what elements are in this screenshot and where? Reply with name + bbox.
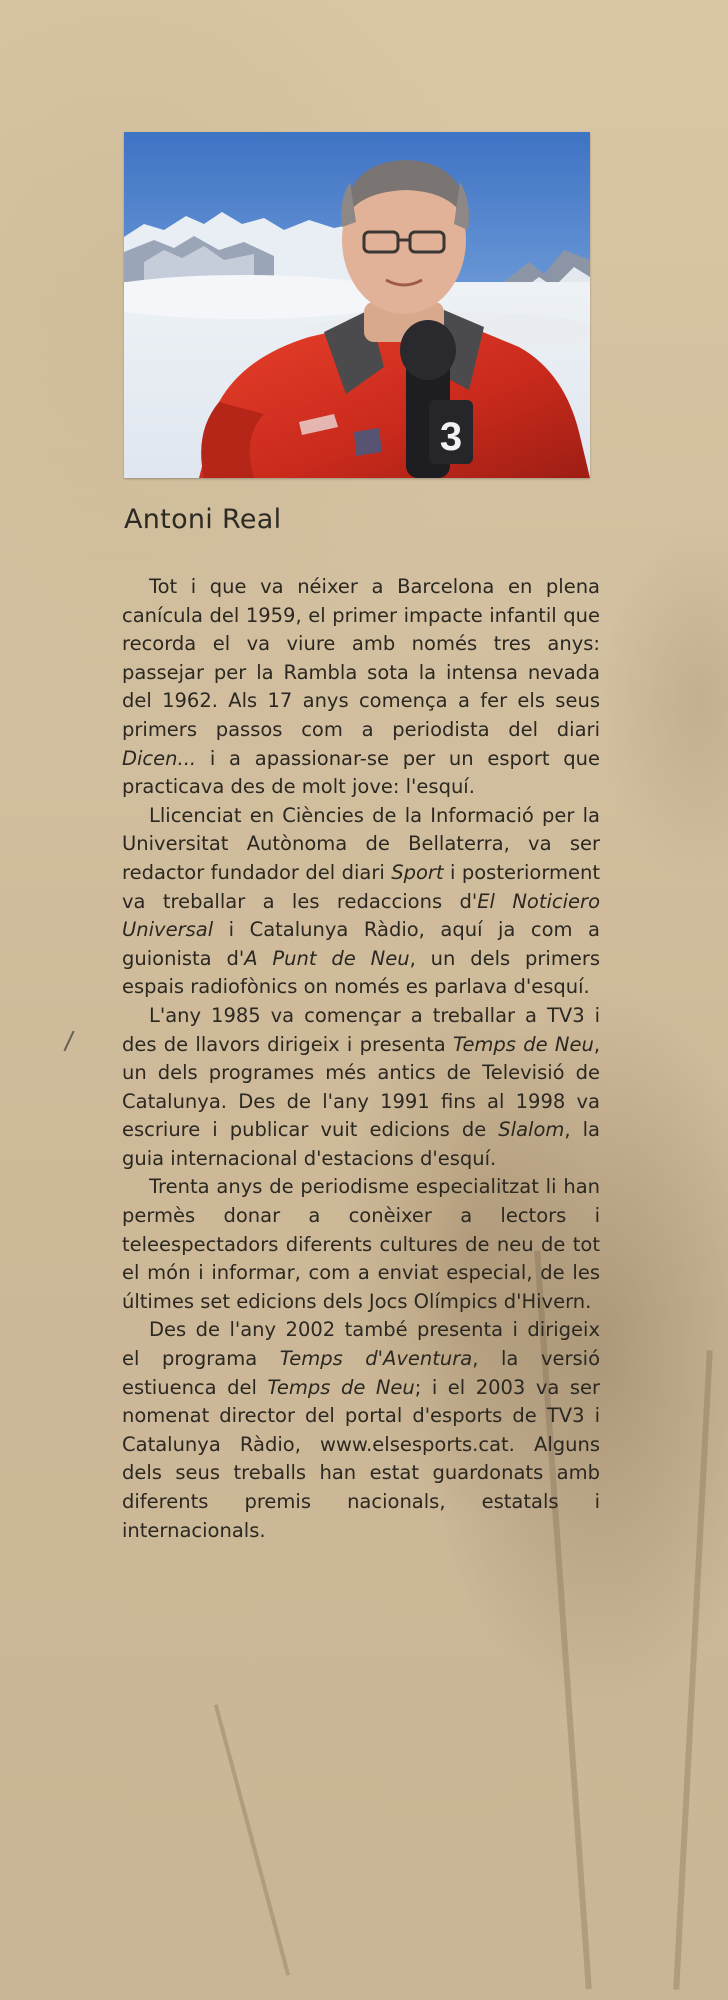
bio-paragraph: Llicenciat en Ciències de la Informació per la Universitat Autònoma de Bellaterra, va ser redactor fundador del diari Sport i posteriorment va treballar a les redaccions d'El Noticiero Universal i Catalunya Ràdio, aquí ja com a guionista d'A Punt de Neu, un dels primers espais radiofònics on només es parlava d'esquí. [122,803,601,999]
italic-title: Sport [391,860,444,884]
background-scratch-mark [63,1031,74,1052]
italic-title: Dicen... [122,746,197,770]
bio-paragraph: L'any 1985 va començar a treballar a TV3 i des de llavors dirigeix i presenta Temps de Neu, un dels programes més antics de Televisió de Catalunya. Des de l'any 1991 fins al 1998 va escriure i publicar vuit edicions de Slalom, la guia internacional d'estacions d'esquí. [122,1003,601,1170]
background-ski-pole-shadow [214,1704,290,1975]
italic-title: El Noticiero Universal [122,889,600,942]
background-ski-pole-shadow [673,1350,712,1989]
author-biography [122,573,600,1545]
italic-title: Temps de Neu [267,1375,415,1399]
bio-paragraph: Tot i que va néixer a Barcelona en plena canícula del 1959, el primer impacte infantil que recorda el va viure amb només tres anys: passejar per la Rambla sota la intensa nevada del 1962. Als 17 anys comença a fer els seus primers passos com a periodista del diari Dicen... i a apassionar-se per un esport que practicava des de molt jove: l'esquí. [122,575,600,799]
italic-title: A Punt de Neu [244,946,410,970]
italic-title: Slalom [498,1118,565,1142]
bio-paragraph: Des de l'any 2002 també presenta i dirigeix el programa Temps d'Aventura, la versió estiuenca del Temps de Neu; i el 2003 va ser nomenat director del portal d'esports de TV3 i Catalunya Ràdio, www.elsesports.cat. Alguns dels seus treballs han estat guardonats amb diferents premis nacionals, estatals i internacionals. [122,1318,601,1542]
author-name: Antoni Real [124,504,282,535]
italic-title: Temps d'Aventura [279,1347,473,1371]
microphone-badge: 3 [439,415,463,459]
italic-title: Temps de Neu [452,1032,594,1056]
bio-paragraph: Trenta anys de periodisme especialitzat li han permès donar a conèixer a lectors i teleespectadors diferents cultures de neu de tot el món i informar, com a enviat especial, de les últimes set edicions dels Jocs Olímpics d'Hivern. [122,1175,600,1313]
author-photo [124,132,590,478]
